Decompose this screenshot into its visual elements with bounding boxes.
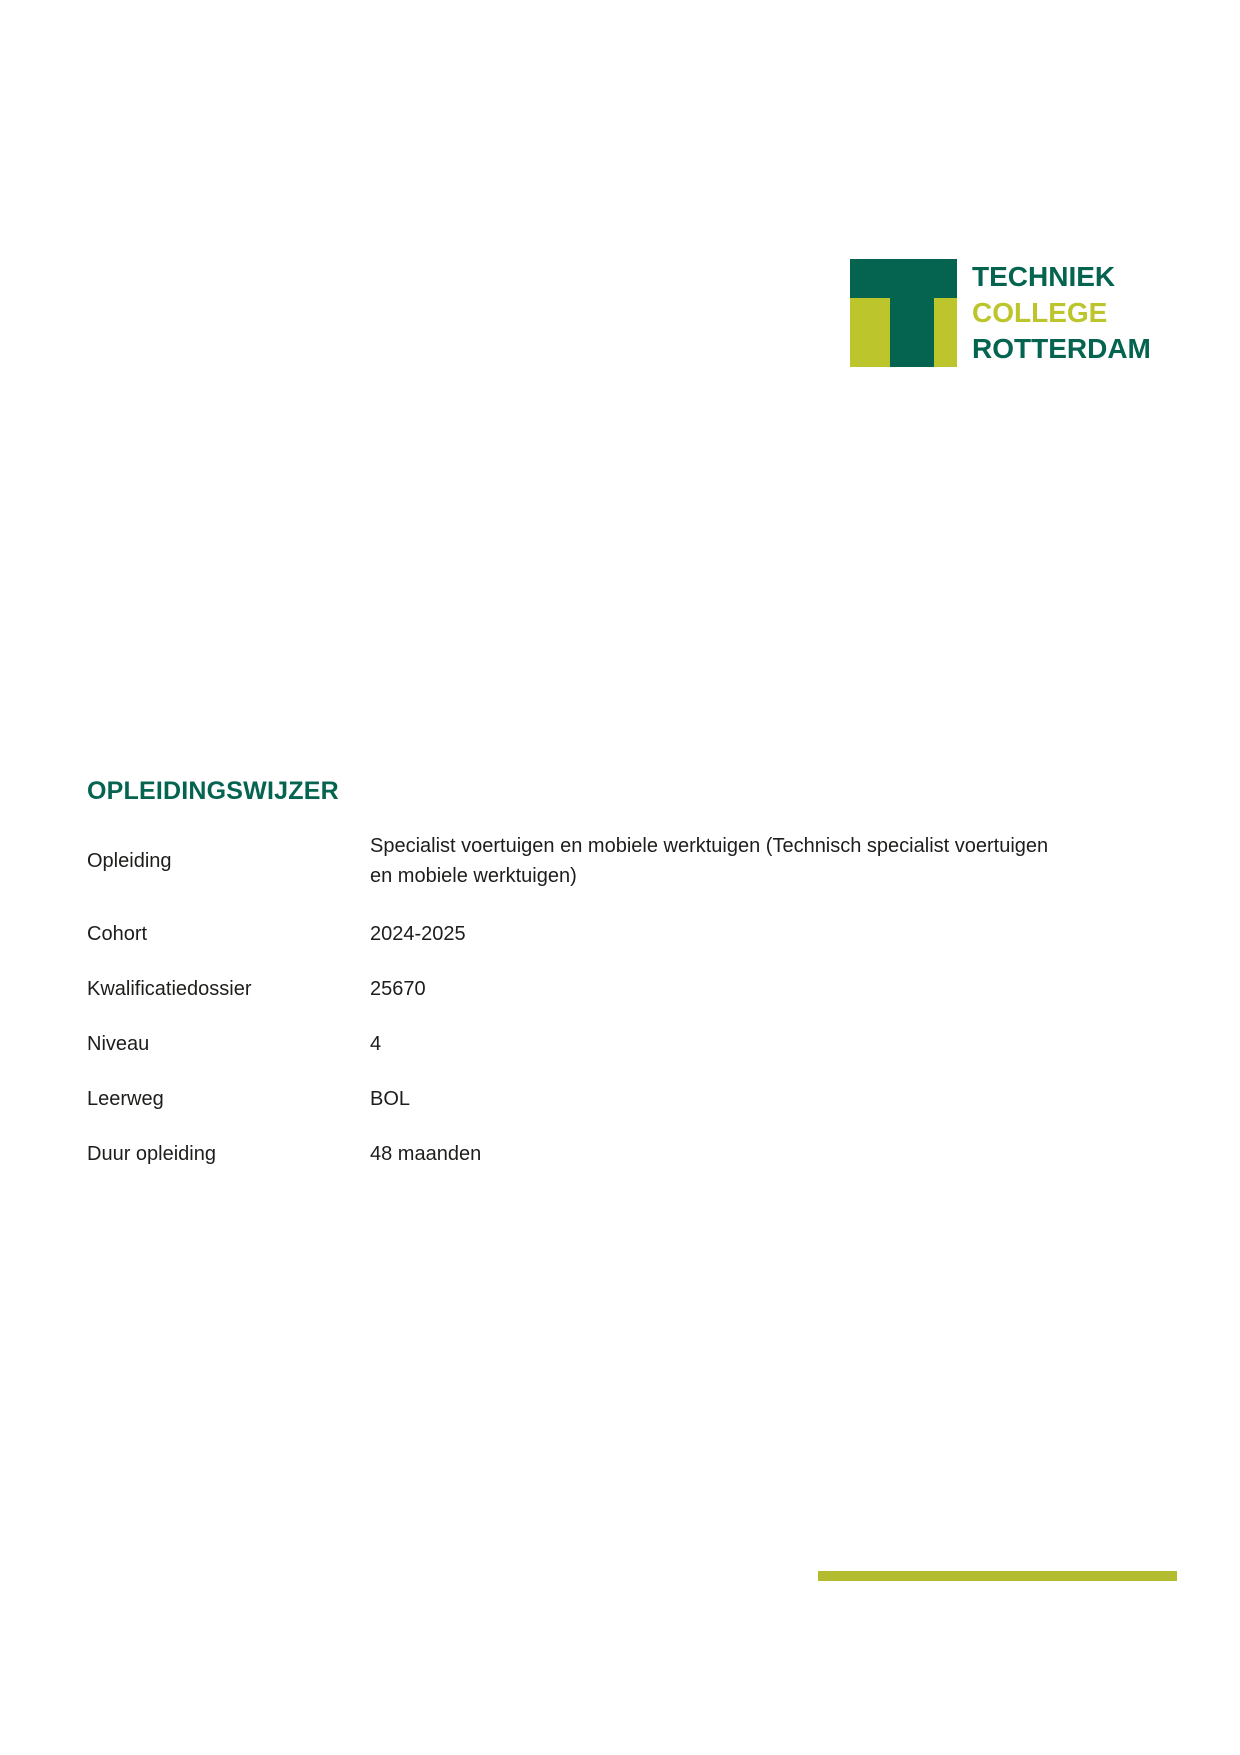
table-row-leerweg	[87, 1087, 1167, 1112]
t-block-icon	[850, 259, 957, 367]
logo-mark-left-block	[850, 298, 890, 367]
table-row-duur-opleiding	[87, 1142, 1167, 1167]
table-row-niveau	[87, 1032, 1167, 1057]
row-value: BOL	[370, 1088, 411, 1110]
row-value: 25670	[370, 978, 426, 1000]
logo-word-college: COLLEGE	[972, 297, 1108, 328]
row-value: 2024-2025	[370, 923, 466, 945]
techniek-college-rotterdam-logo	[850, 259, 1151, 367]
program-info-table	[87, 831, 1167, 1197]
table-row-cohort	[87, 922, 1167, 947]
row-label: Duur opleiding	[87, 1143, 216, 1165]
page-title: OPLEIDINGSWIJZER	[87, 777, 339, 805]
row-value: 48 maanden	[370, 1143, 482, 1165]
table-row-opleiding	[87, 831, 1167, 891]
row-label: Niveau	[87, 1033, 150, 1055]
logo-mark-stem	[890, 298, 934, 367]
row-label: Cohort	[87, 923, 148, 945]
row-label: Leerweg	[87, 1088, 164, 1110]
row-label: Opleiding	[87, 849, 172, 872]
row-label: Kwalificatiedossier	[87, 978, 252, 1000]
footer-accent-bar	[818, 1571, 1177, 1581]
logo-mark-top-bar	[850, 259, 957, 298]
row-value: 4	[370, 1033, 382, 1055]
logo-wordmark	[972, 259, 1151, 367]
logo-word-rotterdam: ROTTERDAM	[972, 333, 1151, 364]
logo-mark-bottom	[850, 298, 957, 367]
logo-mark-right-block	[934, 298, 957, 367]
logo-word-techniek: TECHNIEK	[972, 261, 1116, 292]
row-value: Specialist voertuigen en mobiele werktuigen (Technisch specialist voertuigen en mobiele werktuigen)	[370, 835, 1049, 887]
table-row-kwalificatiedossier	[87, 977, 1167, 1002]
